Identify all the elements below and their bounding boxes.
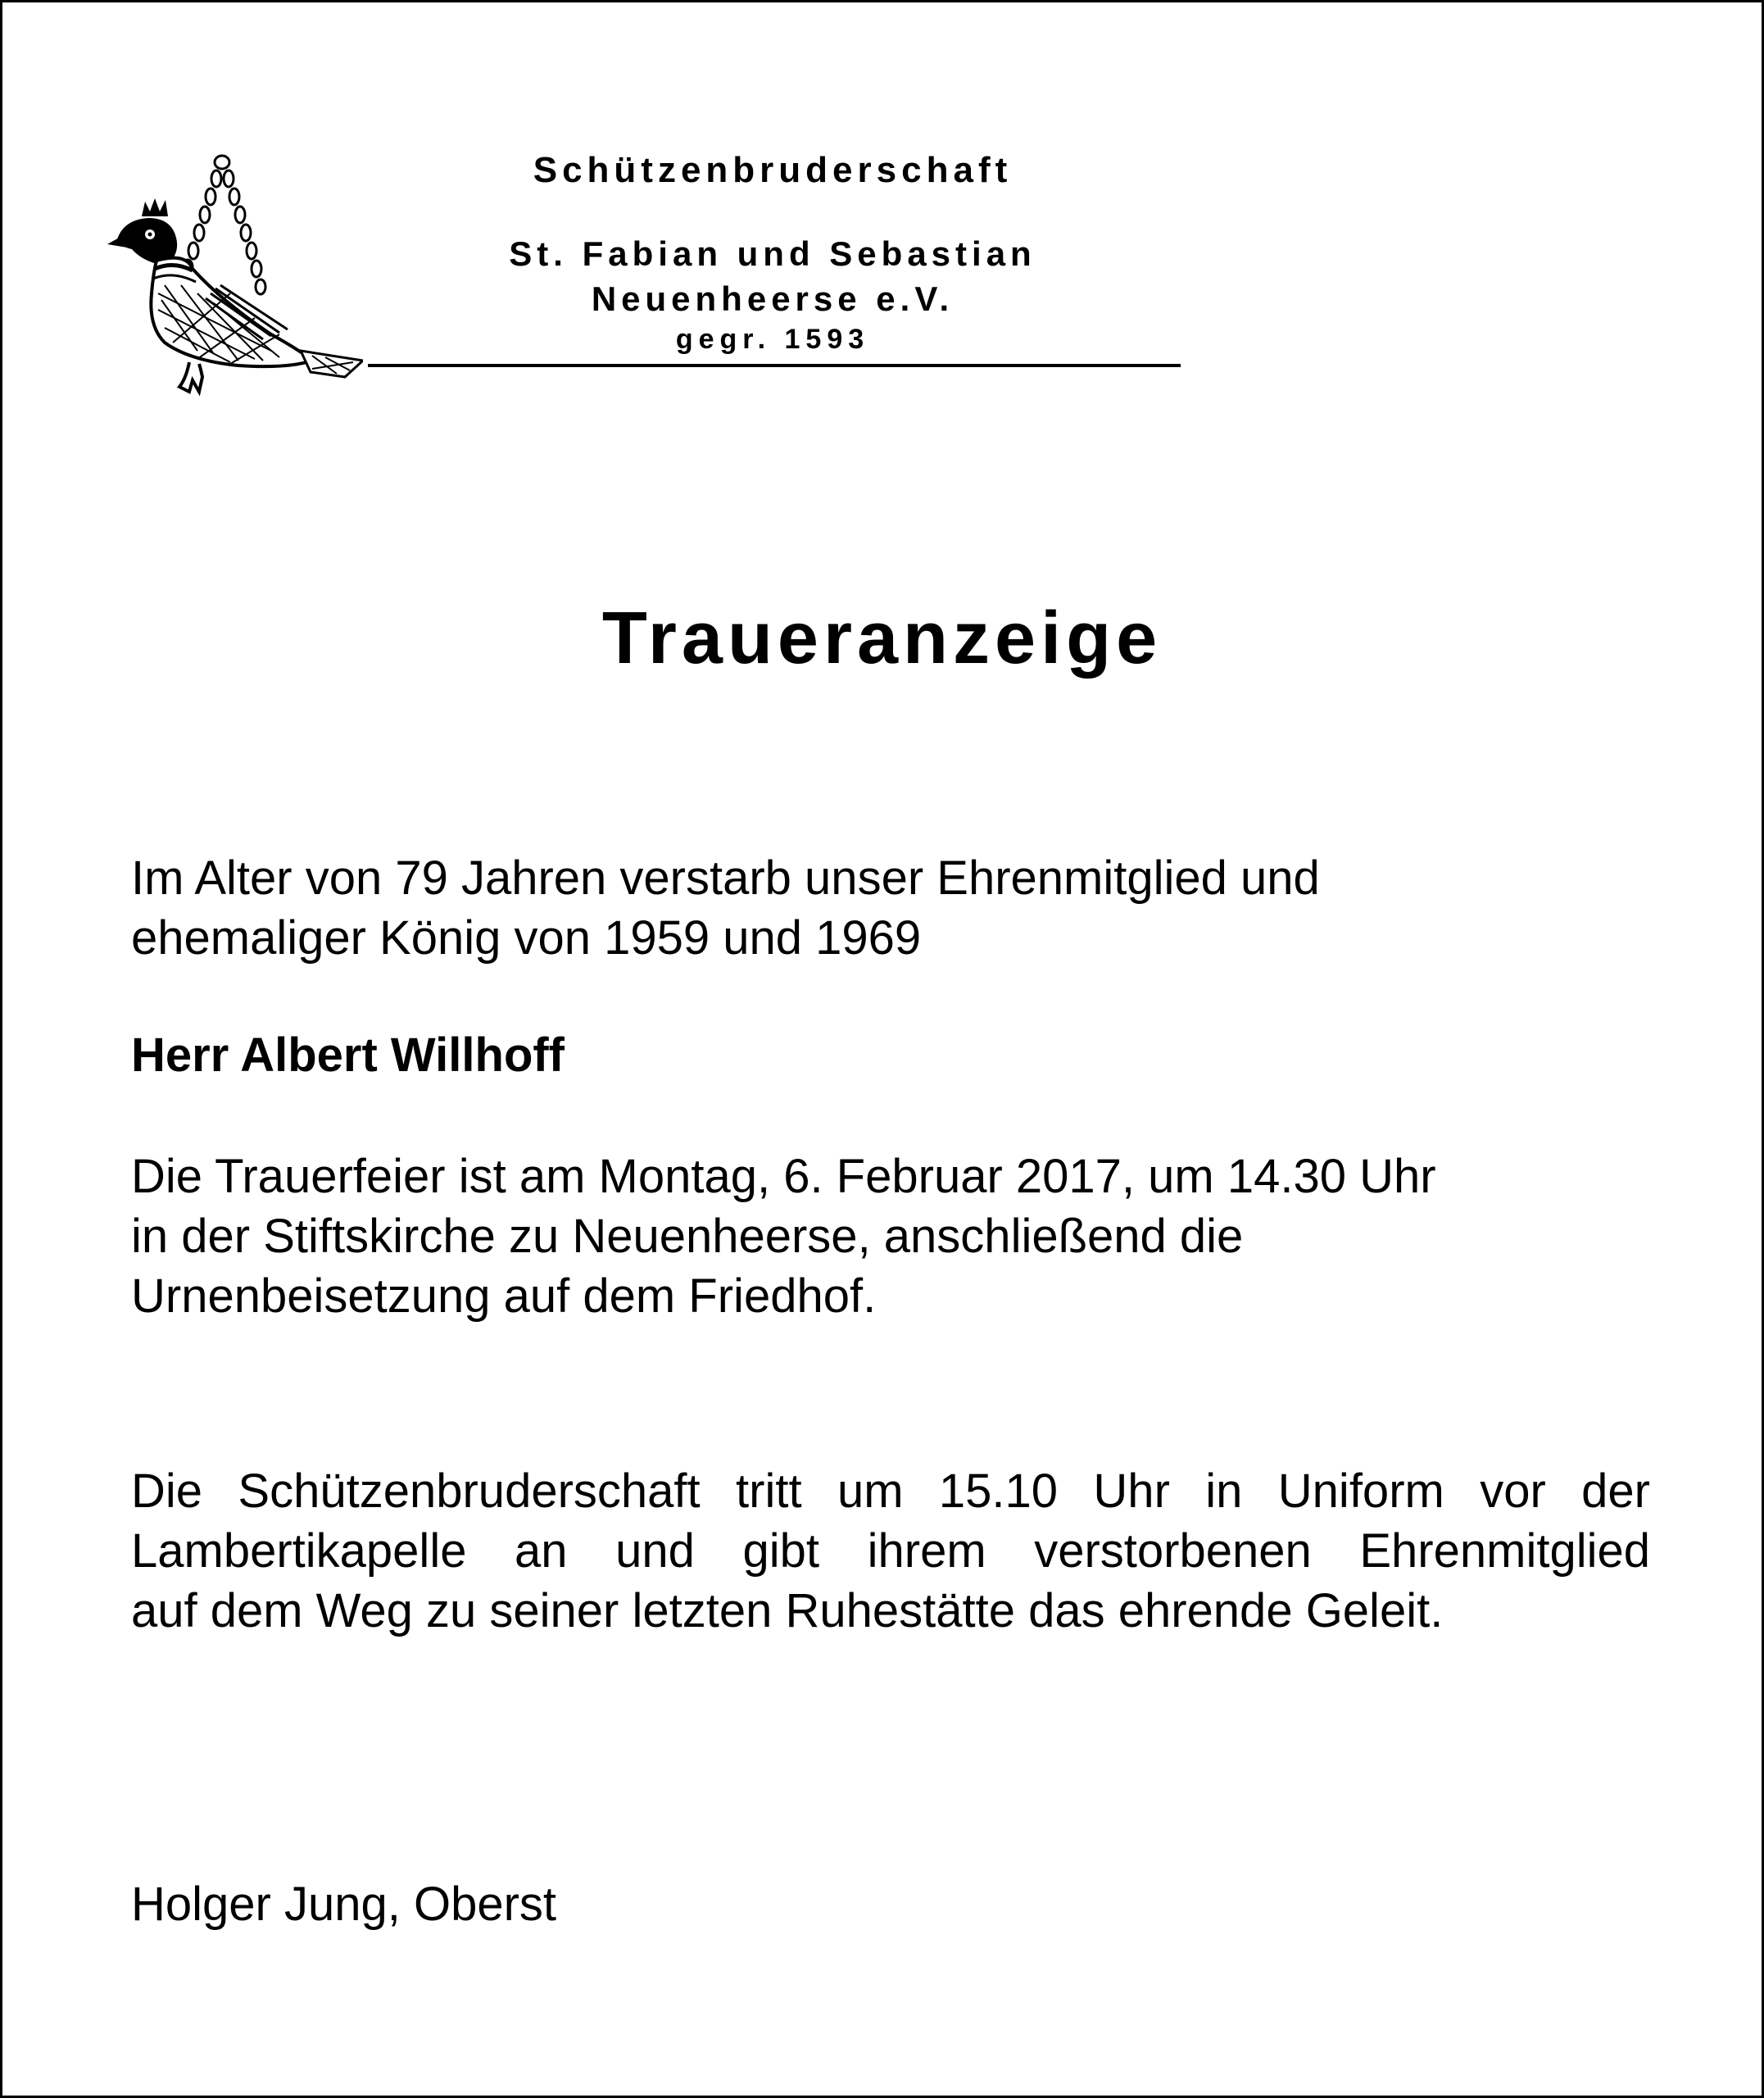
intro-line: Im Alter von 79 Jahren verstarb unser Ehrenmitglied und [131,851,1320,905]
service-line: Die Trauerfeier ist am Montag, 6. Februar 2017, um 14.30 Uhr [131,1150,1436,1203]
service-line: Urnenbeisetzung auf dem Friedhof. [131,1269,877,1323]
bird-emblem-icon [107,154,363,400]
page-title: Traueranzeige [601,597,1163,679]
parade-line: Lambertikapelle an und gibt ihrem verstorbenen Ehrenmitglied [131,1524,1650,1578]
parade-line: auf dem Weg zu seiner letzten Ruhestätte das ehrende Geleit. [131,1584,1444,1637]
organization-location: Neuenheerse e.V. [591,279,955,318]
organization-founded: gegr. 1593 [675,324,870,355]
intro-paragraph [131,848,1650,968]
deceased-name: Herr Albert Willhoff [131,1029,565,1082]
organization-name: Schützenbruderschaft [533,150,1013,190]
header-divider [368,364,1181,367]
service-paragraph [131,1147,1650,1326]
parade-paragraph [131,1461,1650,1641]
signature: Holger Jung, Oberst [131,1878,557,1931]
parade-line: Die Schützenbruderschaft tritt um 15.10 Uhr in Uniform vor der [131,1465,1650,1518]
organization-subtitle: St. Fabian und Sebastian [509,234,1036,273]
intro-line: ehemaliger König von 1959 und 1969 [131,911,922,965]
service-line: in der Stiftskirche zu Neuenheerse, anschließend die [131,1210,1244,1263]
